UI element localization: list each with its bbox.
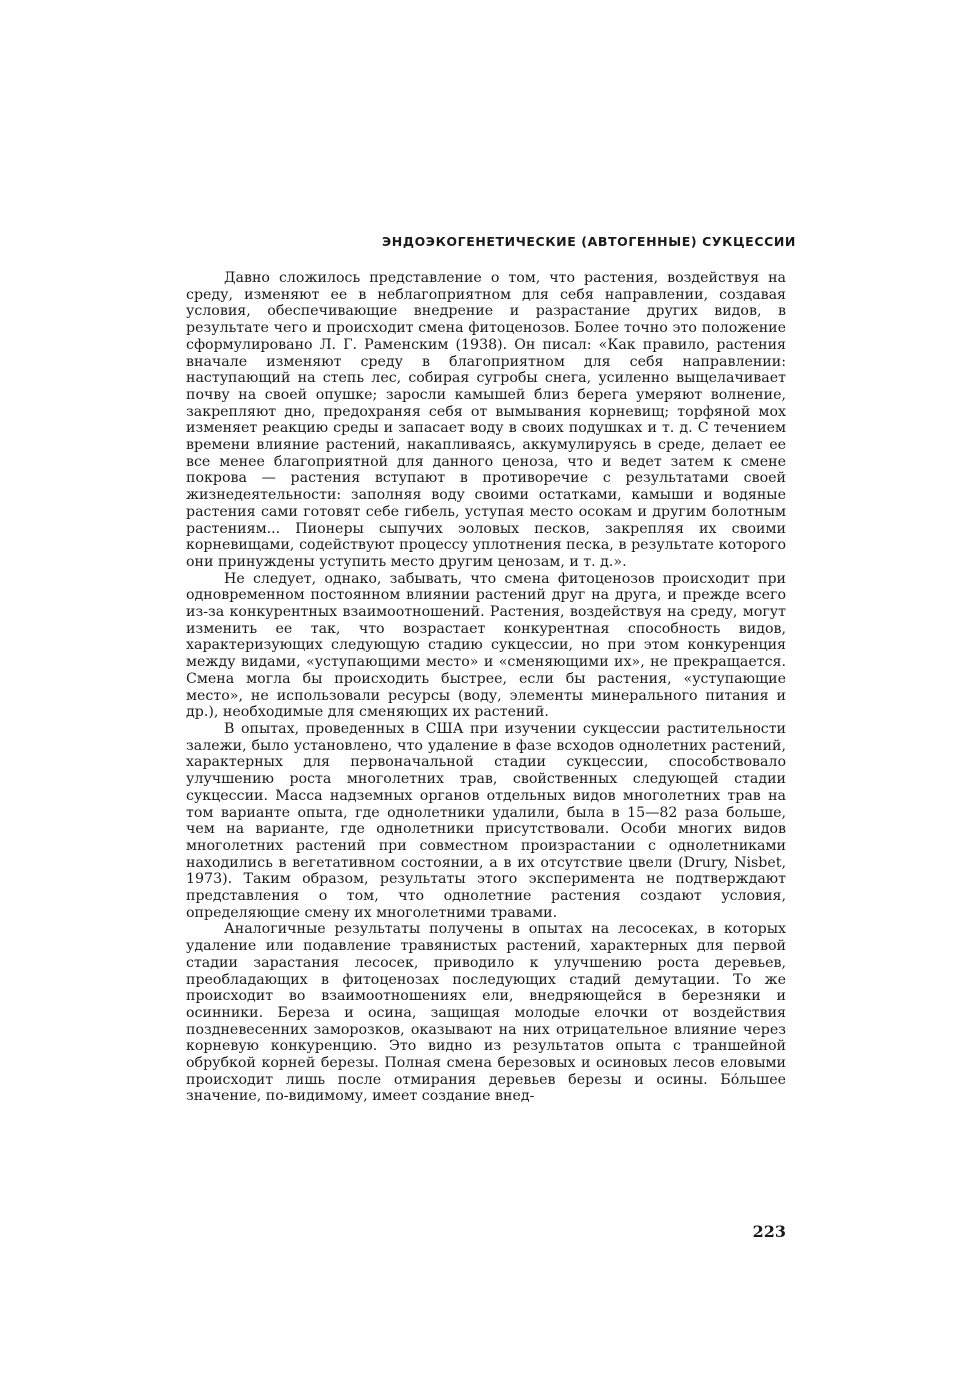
paragraph: Не следует, однако, забывать, что смена фитоценозов происходит при одновременном постоянном влиянии растений друг на друга, и прежде всего из-за конкурентных взаимоотношений. Растения, воздействуя на среду, могут изменить ее так, что возрастает конкурентная способность видов, характеризующих следующую стадию сукцессии, но при этом конкуренция между видами, «уступающими место» и «сменяющими их», не прекращается. Смена могла бы происходить быстрее, если бы растения, «уступающие место», не использовали ресурсы (воду, элементы минерального питания и др.), необходимые для сменяющих их растений. (186, 570, 786, 721)
paragraph: В опытах, проведенных в США при изучении сукцессии растительности залежи, было установлено, что удаление в фазе всходов однолетних растений, характерных для первоначальной стадии сукцессии, способствовало улучшению роста многолетних трав, свойственных следующей стадии сукцессии. Масса надземных органов отдельных видов многолетних трав на том варианте опыта, где однолетники удалили, была в 15—82 раза больше, чем на варианте, где однолетники присутствовали. Особи многих видов многолетних растений при совместном произрастании с однолетниками находились в вегетативном состоянии, а в их отсутствие цвели (Drury, Nisbet, 1973). Таким образом, результаты этого эксперимента не подтверждают представления о том, что однолетние растения создают условия, определяющие смену их многолетними травами. (186, 720, 786, 921)
paragraph: Аналогичные результаты получены в опытах на лесосеках, в которых удаление или подавление травянистых растений, характерных для первой стадии зарастания лесосек, приводило к улучшению роста деревьев, преобладающих в фитоценозах последующих стадий демутации. То же происходит во взаимоотношениях ели, внедряющейся в березняки и осинники. Береза и осина, защищая молодые елочки от воздействия поздневесенних заморозков, оказывают на них отрицательное влияние через корневую конкуренцию. Это видно из результатов опыта с траншейной обрубкой корней березы. Полная смена березовых и осиновых лесов еловыми происходит лишь после отмирания деревьев березы и осины. Бо́льшее значение, по-видимому, имеет создание внед- (186, 921, 786, 1105)
page-number: 223 (752, 1222, 786, 1241)
paragraph: Давно сложилось представление о том, что растения, воздействуя на среду, изменяют ее в неблагоприятном для себя направлении, создавая условия, обеспечивающие внедрение и разрастание других видов, в результате чего и происходит смена фитоценозов. Более точно это положение сформулировано Л. Г. Раменским (1938). Он писал: «Как правило, растения вначале изменяют среду в благоприятном для себя направлении: наступающий на степь лес, собирая сугробы снега, усиленно выщелачивает почву на своей опушке; заросли камышей близ берега умеряют волнение, закрепляют дно, предохраняя себя от вымывания корневищ; торфяной мох изменяет реакцию среды и запасает воду в своих подушках и т. д. С течением времени влияние растений, накапливаясь, аккумулируясь в среде, делает ее все менее благоприятной для данного ценоза, что и ведет затем к смене покрова — растения вступают в противоречие с результатами своей жизнедеятельности: заполняя воду своими остатками, камыши и водяные растения сами готовят себе гибель, уступая место осокам и другим болотным растениям... Пионеры сыпучих эоловых песков, закрепляя их своими корневищами, содействуют процессу уплотнения песка, в результате которого они принуждены уступить место другим ценозам, и т. д.». (186, 270, 786, 570)
body-text (186, 270, 786, 1105)
running-title: ЭНДОЭКОГЕНЕТИЧЕСКИЕ (АВТОГЕННЫЕ) СУКЦЕССИИ (382, 234, 796, 249)
